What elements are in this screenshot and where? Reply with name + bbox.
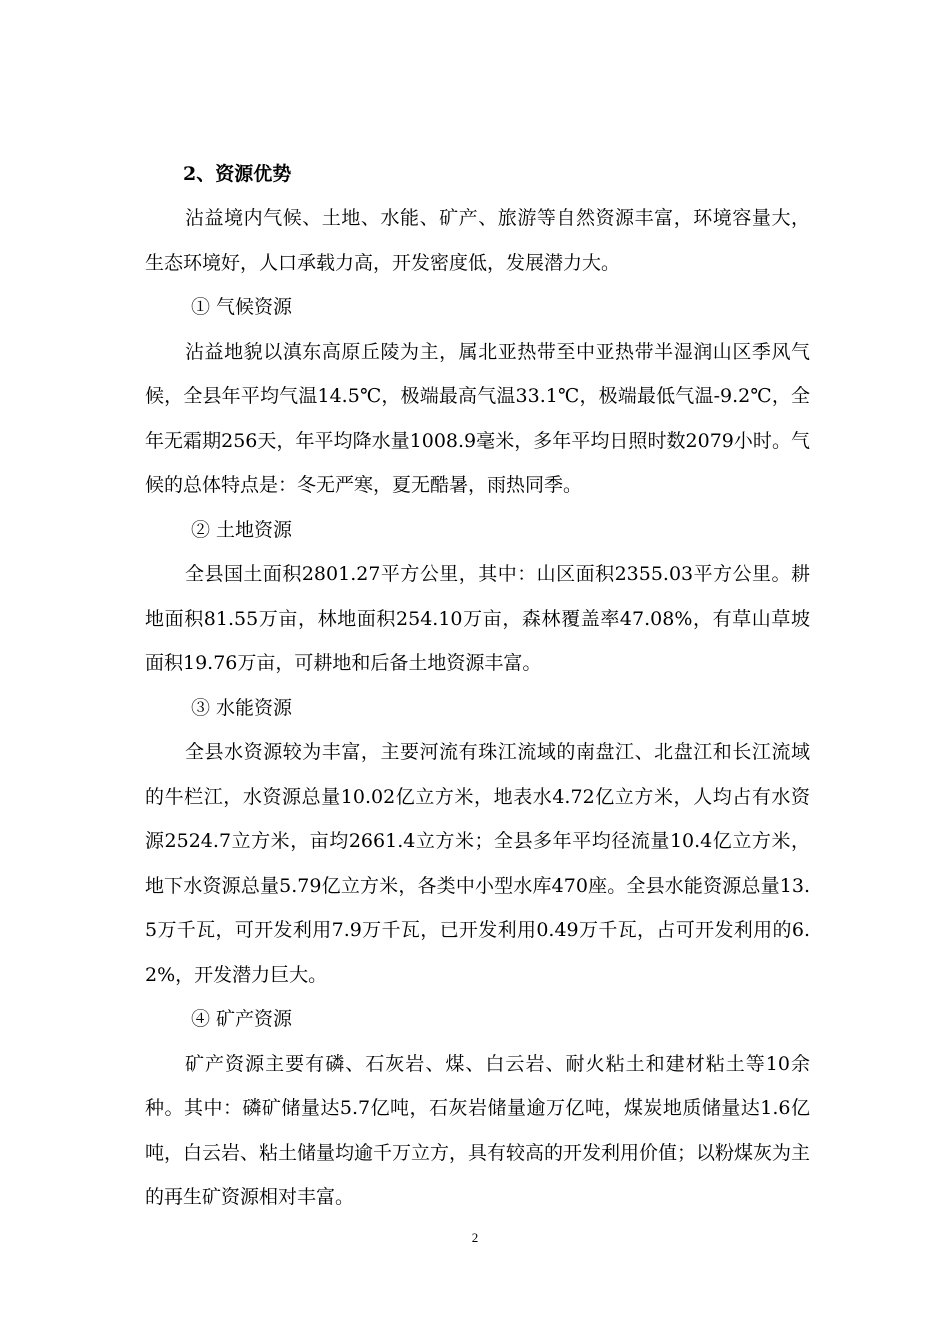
subsection-body-climate: 沾益地貌以滇东高原丘陵为主，属北亚热带至中亚热带半湿润山区季风气候，全县年平均气温14.5℃，极端最高气温33.1℃，极端最低气温-9.2℃，全年无霜期256天，年平均降水量1008.9毫米，多年平均日照时数2079小时。气候的总体特点是：冬无严寒，夏无酷暑，雨热同季。 bbox=[145, 340, 810, 496]
subsection-title-land: ② 土地资源 bbox=[191, 518, 293, 541]
section-heading: 2、资源优势 bbox=[183, 163, 292, 185]
subsection-body-land: 全县国土面积2801.27平方公里，其中：山区面积2355.03平方公里。耕地面积81.55万亩，林地面积254.10万亩，森林覆盖率47.08%，有草山草坡面积19.76万亩，可耕地和后备土地资源丰富。 bbox=[145, 563, 810, 674]
subsection-body-minerals: 矿产资源主要有磷、石灰岩、煤、白云岩、耐火粘土和建材粘土等10余种。其中：磷矿储量达5.7亿吨，石灰岩储量逾万亿吨，煤炭地质储量达1.6亿吨，白云岩、粘土储量均逾千万立方，具有较高的开发利用价值；以粉煤灰为主的再生矿资源相对丰富。 bbox=[145, 1052, 811, 1208]
page-number: 2 bbox=[471, 1230, 479, 1245]
section-intro-paragraph: 沾益境内气候、土地、水能、矿产、旅游等自然资源丰富，环境容量大，生态环境好，人口承载力高，开发密度低，发展潜力大。 bbox=[145, 207, 810, 274]
subsection-title-minerals: ④ 矿产资源 bbox=[191, 1008, 293, 1030]
subsection-title-climate: ① 气候资源 bbox=[191, 296, 293, 318]
subsection-title-water: ③ 水能资源 bbox=[191, 696, 293, 719]
subsection-body-water: 全县水资源较为丰富，主要河流有珠江流域的南盘江、北盘江和长江流域的牛栏江，水资源总量10.02亿立方米，地表水4.72亿立方米，人均占有水资源2524.7立方米，亩均2661.4立方米；全县多年平均径流量10.4亿立方米，地下水资源总量5.79亿立方米，各类中小型水库470座。全县水能资源总量13.5万千瓦，可开发利用7.9万千瓦，已开发利用0.49万千瓦，占可开发利用的6.2%，开发潜力巨大。 bbox=[145, 741, 810, 986]
document-body bbox=[145, 152, 810, 1220]
